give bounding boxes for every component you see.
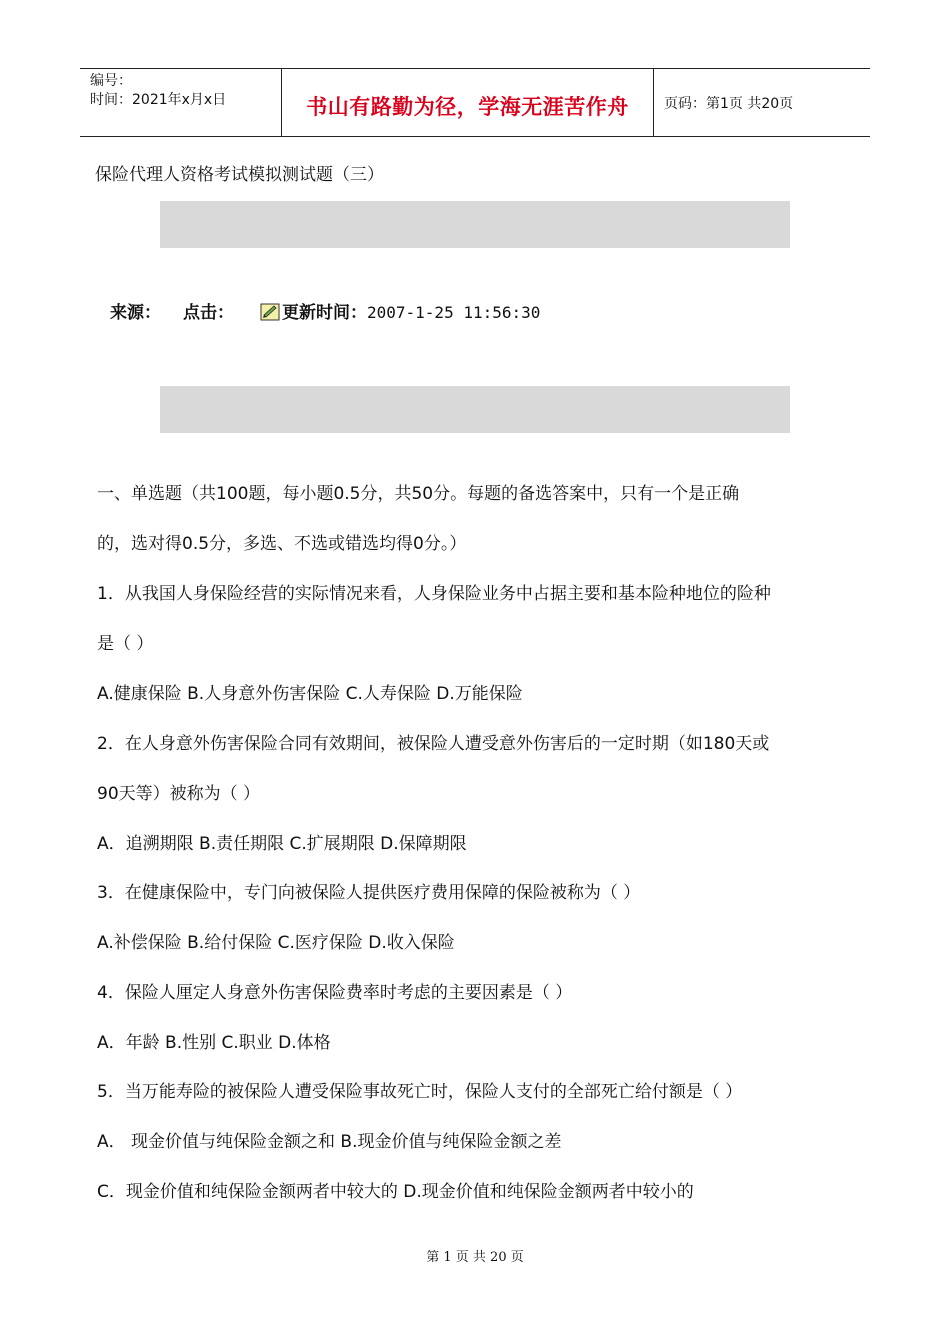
header-motto: 书山有路勤为径，学海无涯苦作舟 bbox=[306, 95, 629, 119]
pencil-note-icon bbox=[260, 303, 280, 321]
question-2-line-2: 90天等）被称为（ ） bbox=[97, 784, 261, 804]
question-2-options: A．追溯期限 B.责任期限 C.扩展期限 D.保障期限 bbox=[97, 834, 467, 854]
header-page-info: 页码：第1页 共20页 bbox=[664, 96, 794, 112]
question-4-line-1: 4．保险人厘定人身意外伤害保险费率时考虑的主要因素是（ ） bbox=[97, 983, 573, 1003]
question-4-options: A．年龄 B.性别 C.职业 D.体格 bbox=[97, 1033, 331, 1053]
placeholder-banner-top bbox=[160, 201, 790, 248]
clicks-label: 点击： bbox=[183, 303, 234, 323]
document-time-label: 时间：2021年x月x日 bbox=[90, 92, 227, 108]
page-footer: 第 1 页 共 20 页 bbox=[426, 1250, 524, 1265]
document-number-label: 编号： bbox=[90, 73, 132, 89]
question-1-line-2: 是（ ） bbox=[97, 634, 154, 654]
source-info-line bbox=[110, 298, 540, 323]
header-motto-cell bbox=[282, 69, 654, 136]
question-3-options: A.补偿保险 B.给付保险 C.医疗保险 D.收入保险 bbox=[97, 933, 455, 953]
question-1-line-1: 1．从我国人身保险经营的实际情况来看，人身保险业务中占据主要和基本险种地位的险种 bbox=[97, 584, 771, 604]
page-header bbox=[80, 68, 870, 137]
source-label: 来源： bbox=[110, 303, 161, 323]
question-5-options-2: C．现金价值和纯保险金额两者中较大的 D.现金价值和纯保险金额两者中较小的 bbox=[97, 1182, 694, 1202]
question-5-options-1: A． 现金价值与纯保险金额之和 B.现金价值与纯保险金额之差 bbox=[97, 1132, 562, 1152]
question-3-line-1: 3．在健康保险中，专门向被保险人提供医疗费用保障的保险被称为（ ） bbox=[97, 883, 641, 903]
updated-label: 更新时间： bbox=[282, 303, 367, 323]
question-2-line-1: 2．在人身意外伤害保险合同有效期间，被保险人遭受意外伤害后的一定时期（如180天或 bbox=[97, 734, 770, 754]
header-left-cell bbox=[80, 69, 282, 136]
section-heading-line-1: 一、单选题（共100题，每小题0.5分，共50分。每题的备选答案中，只有一个是正确 bbox=[97, 484, 740, 504]
document-title: 保险代理人资格考试模拟测试题（三） bbox=[95, 165, 384, 185]
question-1-options: A.健康保险 B.人身意外伤害保险 C.人寿保险 D.万能保险 bbox=[97, 684, 523, 704]
section-heading-line-2: 的，选对得0.5分，多选、不选或错选均得0分。） bbox=[97, 534, 467, 554]
placeholder-banner-bottom bbox=[160, 386, 790, 433]
updated-value: 2007-1-25 11:56:30 bbox=[367, 303, 541, 322]
question-5-line-1: 5．当万能寿险的被保险人遭受保险事故死亡时，保险人支付的全部死亡给付额是（ ） bbox=[97, 1082, 743, 1102]
